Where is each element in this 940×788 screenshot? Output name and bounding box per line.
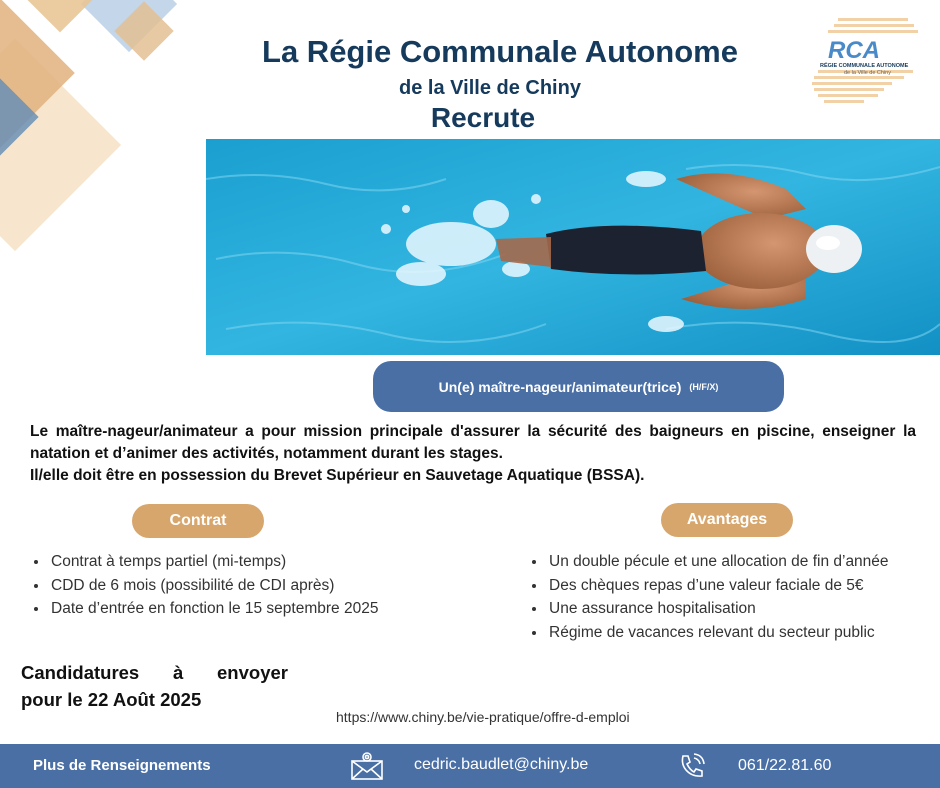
job-title-badge (373, 361, 784, 412)
list-item: • Régime de vacances relevant du secteur public (547, 621, 889, 645)
envelope-icon (350, 751, 384, 786)
deadline-word: envoyer (217, 662, 288, 683)
logo-subtitle: RÉGIE COMMUNALE AUTONOME (820, 63, 909, 69)
deadline-date: pour le 22 Août 2025 (21, 689, 202, 710)
contact-email[interactable]: cedric.baudlet@chiny.be (414, 756, 589, 773)
gender-note: (H/F/X) (689, 381, 719, 392)
benefits-label: Avantages (661, 503, 793, 537)
swimmer-photo (206, 139, 940, 355)
list-item: • Un double pécule et une allocation de fin d’année (547, 550, 889, 574)
description-paragraph: Le maître-nageur/animateur a pour mission principale d'assurer la sécurité des baigneurs en piscine, enseigner la natation et d’animer des activités, notamment durant les stages. (30, 423, 916, 462)
logo-city: de la Ville de Chiny (844, 70, 891, 76)
list-item: • Une assurance hospitalisation (547, 597, 889, 621)
more-info-label: Plus de Renseignements (33, 757, 211, 774)
page-subtitle: de la Ville de Chiny (399, 77, 581, 99)
list-item: • CDD de 6 mois (possibilité de CDI après) (49, 574, 378, 598)
rca-logo (808, 10, 938, 110)
deadline-word: Candidatures (21, 662, 140, 683)
deadline-word: à (172, 662, 184, 683)
benefits-list (527, 550, 889, 644)
contract-label: Contrat (132, 504, 264, 538)
contact-phone[interactable]: 061/22.81.60 (738, 757, 832, 774)
job-offer-link[interactable]: https://www.chiny.be/vie-pratique/offre-d-emploi (336, 709, 630, 725)
contact-footer (0, 744, 940, 788)
logo-letters: RCA (828, 37, 880, 64)
recruiting-heading: Recrute (430, 102, 536, 133)
list-item: • Date d’entrée en fonction le 15 septembre 2025 (49, 597, 378, 621)
job-description (30, 421, 916, 487)
page-title: La Régie Communale Autonome (262, 34, 738, 69)
job-title: Un(e) maître-nageur/animateur(trice) (438, 378, 682, 395)
description-requirement: Il/elle doit être en possession du Brevet Supérieur en Sauvetage Aquatique (BSSA). (30, 467, 645, 484)
list-item: • Des chèques repas d’une valeur faciale de 5€ (547, 574, 889, 598)
list-item: • Contrat à temps partiel (mi-temps) (49, 550, 378, 574)
phone-icon (678, 752, 706, 785)
contract-list (29, 550, 378, 621)
application-deadline (21, 659, 288, 713)
